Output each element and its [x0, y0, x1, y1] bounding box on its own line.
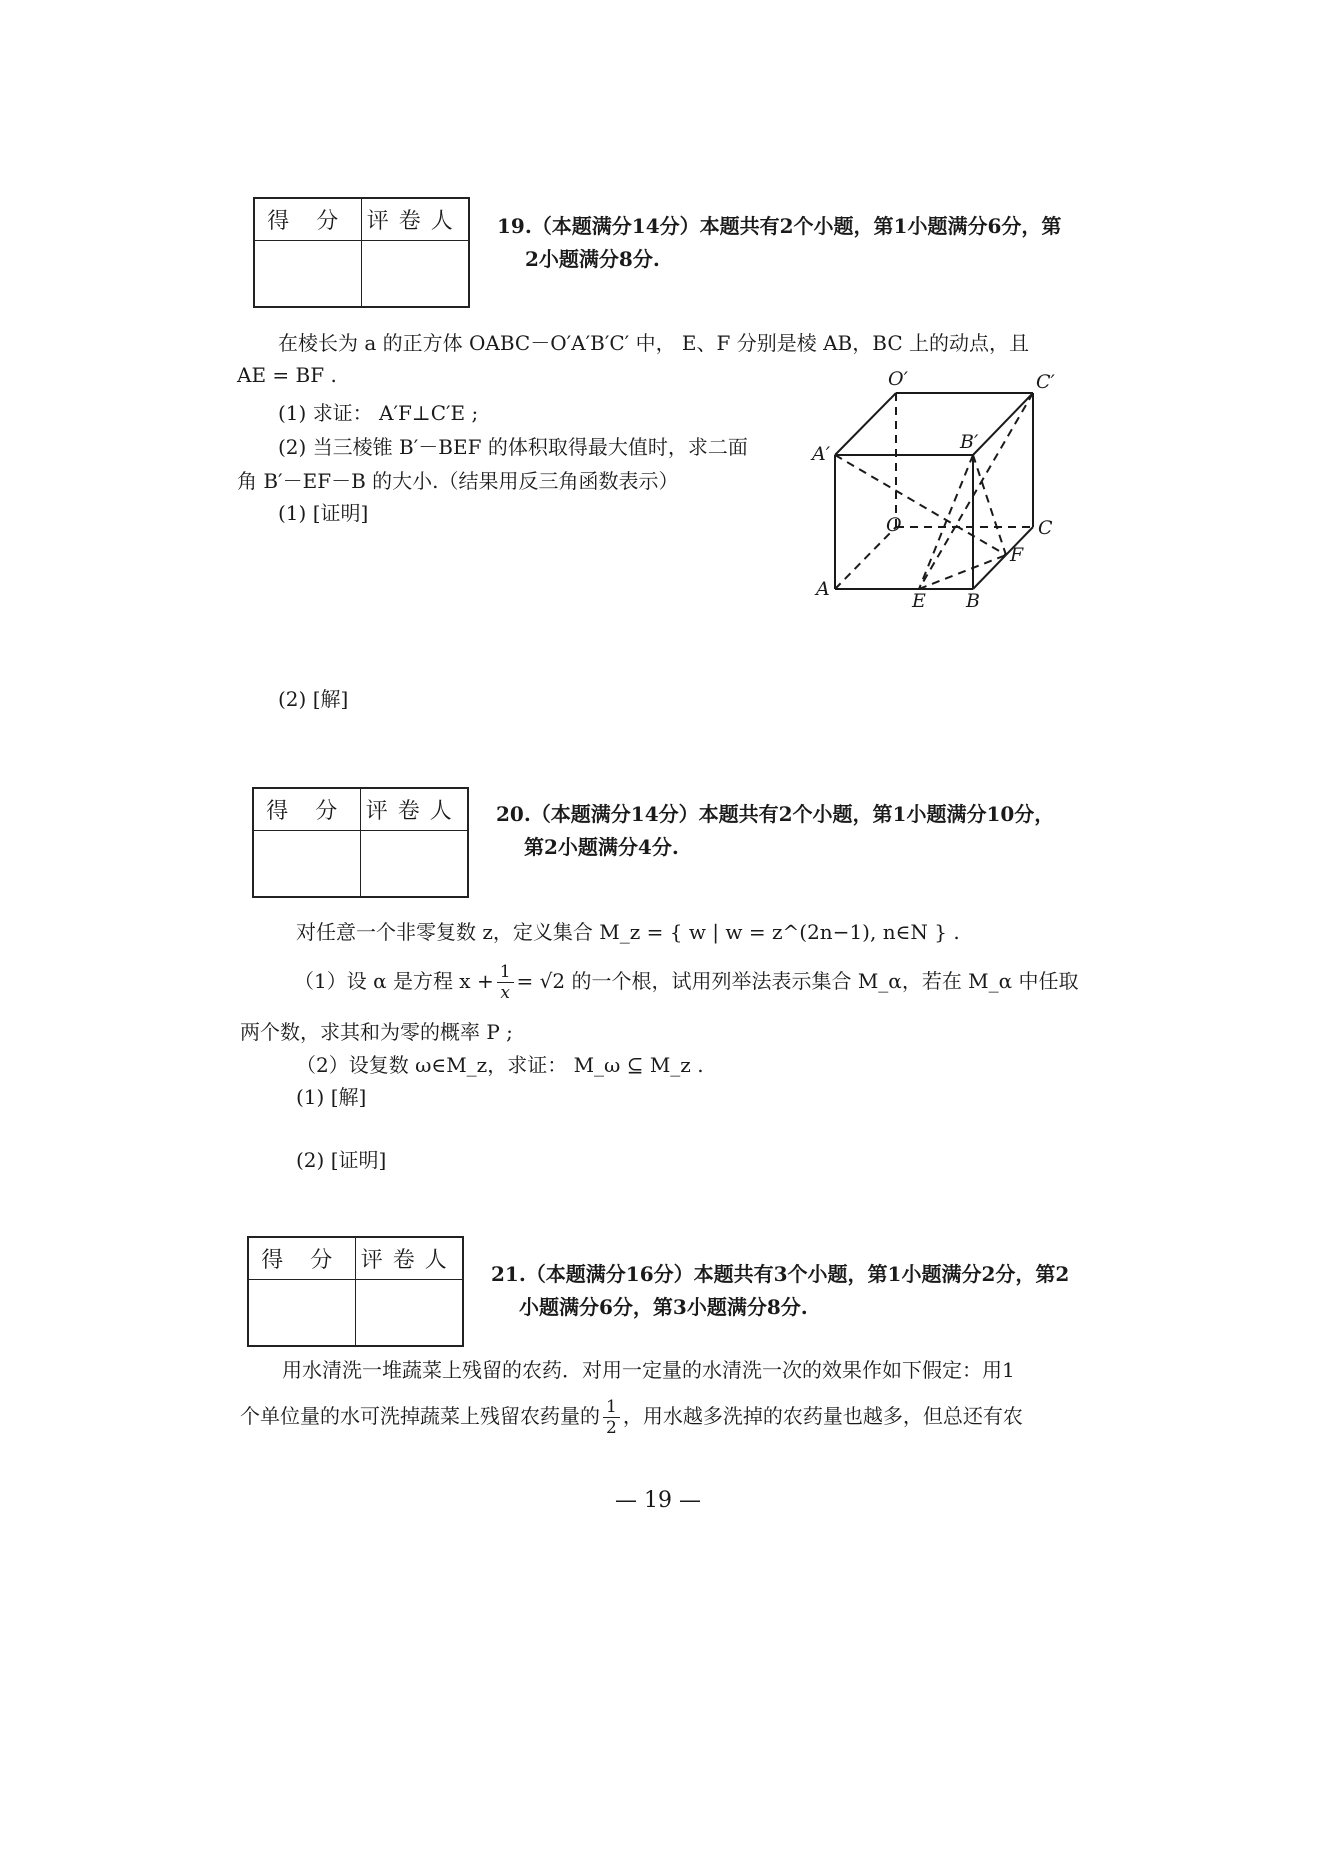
score-label: 得 分: [254, 789, 361, 831]
label-C: C: [1038, 517, 1053, 539]
q20-answer2: (2) [证明]: [296, 1148, 387, 1172]
edge-ApOp: [835, 393, 896, 455]
line-BpF: [973, 455, 1006, 555]
label-B: B: [966, 590, 980, 612]
q19-part1: (1) 求证： A′F⊥C′E ;: [278, 401, 479, 425]
score-field[interactable]: [255, 241, 362, 306]
grader-field[interactable]: [362, 241, 469, 306]
label-O-prime: O′: [888, 368, 908, 390]
q20-score-box: [252, 787, 469, 898]
score-label: 得 分: [255, 199, 362, 241]
q19-body-line1: 在棱长为 a 的正方体 OABC－O′A′B′C′ 中， E、F 分别是棱 AB，BC 上的动点，且: [278, 331, 1029, 355]
label-F: F: [1010, 544, 1024, 566]
cube-figure: [800, 360, 1080, 620]
q20-heading: 20.（本题满分14分）本题共有2个小题，第1小题满分10分， 第2小题满分4分.: [496, 802, 1055, 859]
grader-label: 评卷人: [361, 789, 468, 831]
grader-field[interactable]: [356, 1280, 463, 1345]
edge-BC: [973, 527, 1033, 589]
line-BpE: [919, 455, 973, 589]
edge-AO: [835, 527, 896, 589]
q21-heading: 21.（本题满分16分）本题共有3个小题，第1小题满分2分，第2 小题满分6分，第3小题满分8分.: [491, 1262, 1070, 1319]
grader-label: 评卷人: [356, 1238, 463, 1280]
q20-part1-line2: 两个数，求其和为零的概率 P ;: [240, 1020, 513, 1044]
line-EF: [919, 555, 1006, 589]
grader-field[interactable]: [361, 831, 468, 896]
q19-score-box: [253, 197, 470, 308]
q21-body-line2: 个单位量的水可洗掉蔬菜上残留农药量的 $\frac{1}{2}$ ，用水越多洗掉的农药量也越多，但总还有农: [240, 1397, 1023, 1438]
score-field[interactable]: [249, 1280, 356, 1345]
q19-heading: 19.（本题满分14分）本题共有2个小题，第1小题满分6分，第 2小题满分8分.: [497, 214, 1062, 271]
label-A-prime: A′: [812, 443, 831, 465]
score-field[interactable]: [254, 831, 361, 896]
q20-answer1: (1) [解]: [296, 1085, 367, 1109]
q19-answer2: (2) [解]: [278, 687, 349, 711]
grader-label: 评卷人: [362, 199, 469, 241]
label-A: A: [816, 578, 830, 600]
q20-part1: （1）设 α 是方程 x + $\frac{1}{x}$ = √2 的一个根，试用列举法表示集合 M_α，若在 M_α 中任取: [294, 962, 1079, 1003]
label-C-prime: C′: [1036, 371, 1055, 393]
q21-score-box: [247, 1236, 464, 1347]
page-number: — 19 —: [615, 1488, 701, 1513]
q20-part2: （2）设复数 ω∈M_z，求证： M_ω ⊆ M_z .: [296, 1053, 704, 1077]
fraction-1-over-x: $\frac{1}{x}$: [497, 962, 514, 1003]
q19-part2-line2: 角 B′－EF－B 的大小.（结果用反三角函数表示）: [237, 469, 679, 493]
label-O: O: [886, 514, 902, 536]
q19-answer1: (1) [证明]: [278, 501, 369, 525]
q19-part2-line1: (2) 当三棱锥 B′－BEF 的体积取得最大值时，求二面: [278, 435, 748, 459]
line-ApF: [835, 455, 1006, 555]
q19-body-line2: AE = BF .: [237, 363, 337, 387]
q20-body-line1: 对任意一个非零复数 z，定义集合 M_z = { w | w = z^(2n−1), n∈N } .: [296, 920, 960, 944]
fraction-1-over-2: $\frac{1}{2}$: [603, 1397, 620, 1438]
label-E: E: [912, 590, 926, 612]
score-label: 得 分: [249, 1238, 356, 1280]
q21-body-line1: 用水清洗一堆蔬菜上残留的农药．对用一定量的水清洗一次的效果作如下假定：用1: [282, 1358, 1015, 1382]
label-B-prime: B′: [960, 431, 979, 453]
